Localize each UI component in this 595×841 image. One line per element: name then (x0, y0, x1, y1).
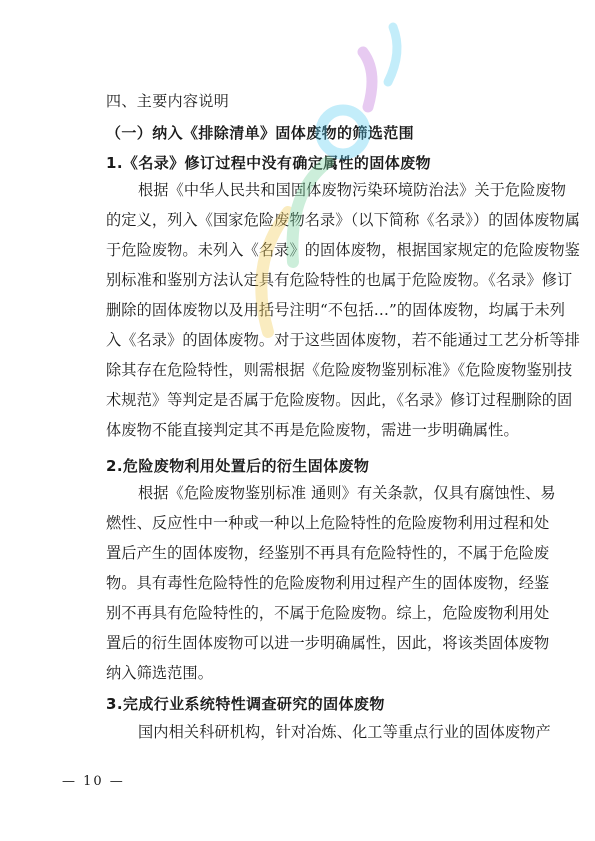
item-3-paragraph (106, 717, 551, 747)
paragraph-line: 体废物不能直接判定其不再是危险废物，需进一步明确属性。 (106, 421, 519, 439)
paragraph-line: 置后的衍生固体废物可以进一步明确属性，因此，将该类固体废物 (106, 634, 550, 652)
paragraph-line: 纳入筛选范围。 (106, 664, 214, 682)
paragraph-line: 根据《中华人民共和国固体废物污染环境防治法》关于危险废物 (138, 181, 567, 199)
paragraph-line: 除其存在危险特性，则需根据《危险废物鉴别标准》《危险废物鉴别技 (106, 361, 573, 379)
subsection-heading: （一）纳入《排除清单》固体废物的筛选范围 (106, 124, 415, 142)
paragraph-line: 置后产生的固体废物，经鉴别不再具有危险特性的，不属于危险废 (106, 544, 550, 562)
paragraph-line: 术规范》等判定是否属于危险废物。因此，《名录》修订过程删除的固 (106, 391, 573, 409)
item-2-paragraph (106, 478, 556, 688)
paragraph-line: 燃性、反应性中一种或一种以上危险特性的危险废物利用过程和处 (106, 514, 550, 532)
paragraph-line: 删除的固体废物以及用括号注明“不包括…”的固体废物，均属于未列 (106, 301, 566, 319)
paragraph-line: 别不再具有危险特性的，不属于危险废物。综上，危险废物利用处 (106, 604, 550, 622)
paragraph-line: 的定义，列入《国家危险废物名录》（以下简称《名录》）的固体废物属 (106, 211, 580, 229)
paragraph-line: 别标准和鉴别方法认定具有危险特性的也属于危险废物。《名录》修订 (106, 271, 573, 289)
paragraph-line: 根据《危险废物鉴别标准 通则》有关条款，仅具有腐蚀性、易 (138, 484, 556, 502)
item-1-heading: 1.《名录》修订过程中没有确定属性的固体废物 (106, 154, 431, 172)
paragraph-line: 入《名录》的固体废物。对于这些固体废物，若不能通过工艺分析等排 (106, 331, 580, 349)
page-number: — 10 — (62, 774, 125, 789)
item-3-heading: 3.完成行业系统特性调查研究的固体废物 (106, 695, 385, 713)
section-heading: 四、主要内容说明 (106, 92, 230, 110)
paragraph-line: 国内相关科研机构，针对冶炼、化工等重点行业的固体废物产 (138, 723, 551, 741)
item-2-heading: 2.危险废物利用处置后的衍生固体废物 (106, 457, 370, 475)
item-1-paragraph (106, 175, 580, 445)
paragraph-line: 物。具有毒性危险特性的危险废物利用过程产生的固体废物，经鉴 (106, 574, 550, 592)
paragraph-line: 于危险废物。未列入《名录》的固体废物，根据国家规定的危险废物鉴 (106, 241, 580, 259)
